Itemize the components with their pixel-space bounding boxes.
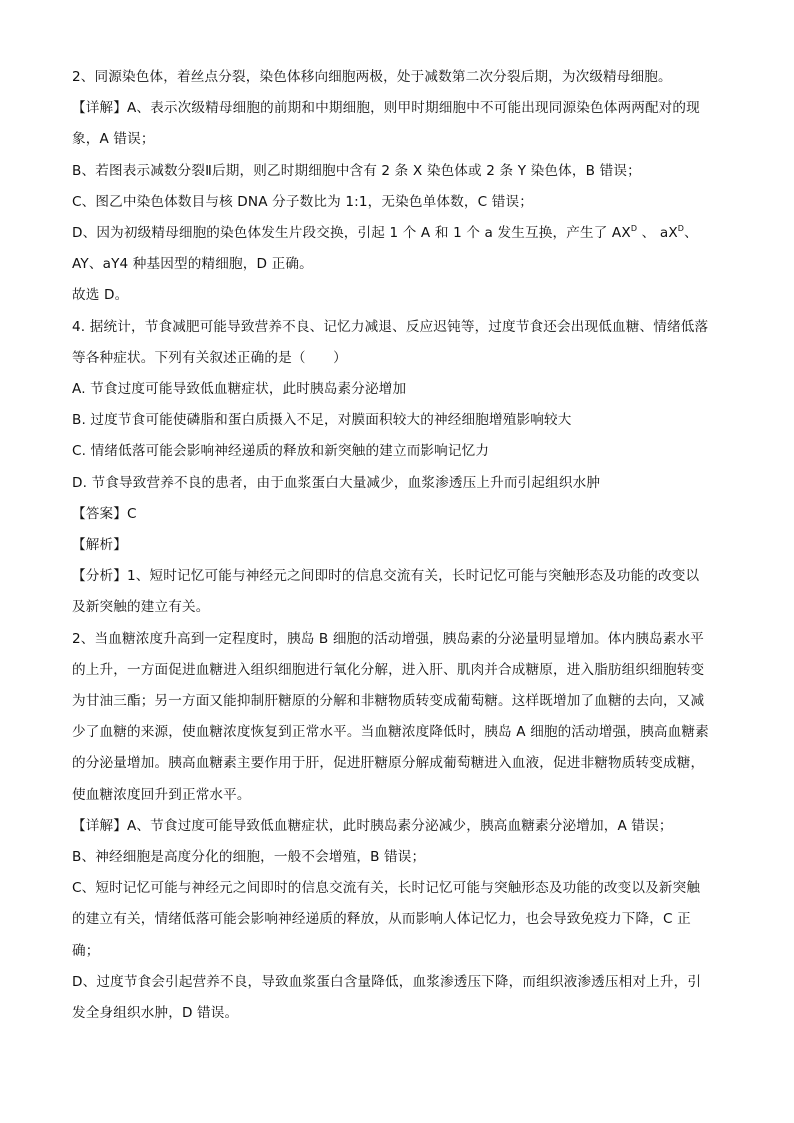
option-d: D. 节食导致营养不良的患者，由于血浆蛋白大量减少，血浆渗透压上升而引起组织水肿 xyxy=(72,474,601,491)
document-body xyxy=(72,62,722,1029)
question-stem: 等各种症状。下列有关叙述正确的是（ ） xyxy=(72,349,347,366)
text-line: B、若图表示减数分裂Ⅱ后期，则乙时期细胞中含有 2 条 X 染色体或 2 条 Y 染色体，B 错误； xyxy=(72,162,641,179)
text-line: 少了血糖的来源，使血糖浓度恢复到正常水平。当血糖浓度降低时，胰岛 A 细胞的活动增强，胰高血糖素 xyxy=(72,724,709,741)
text-segment: D、因为初级精母细胞的染色体发生片段交换，引起 1 个 A 和 1 个 a 发生互换，产生了 AX xyxy=(72,225,631,242)
text-line-genotypes xyxy=(72,218,722,249)
option-a: A. 节食过度可能导致低血糖症状，此时胰岛素分泌增加 xyxy=(72,381,407,398)
superscript: D xyxy=(677,224,685,234)
text-line: C、短时记忆可能与神经元之间即时的信息交流有关，长时记忆可能与突触形态及功能的改变以及新突触 xyxy=(72,880,701,897)
option-c: C. 情绪低落可能会影响神经递质的释放和新突触的建立而影响记忆力 xyxy=(72,443,490,460)
text-line: 故选 D。 xyxy=(72,287,129,304)
text-segment: 、 aX xyxy=(637,225,678,242)
text-line: 使血糖浓度回升到正常水平。 xyxy=(72,786,251,803)
text-line: 【详解】A、表示次级精母细胞的前期和中期细胞，则甲时期细胞中不可能出现同源染色体两两配对的现 xyxy=(72,100,700,117)
text-line: 的上升，一方面促进血糖进入组织细胞进行氧化分解，进入肝、肌肉并合成糖原，进入脂肪组织细胞转变 xyxy=(72,661,705,678)
text-line: 发全身组织水肿，D 错误。 xyxy=(72,1005,239,1022)
text-line: 的分泌量增加。胰高血糖素主要作用于肝，促进肝糖原分解成葡萄糖进入血液，促进非糖物质转变成糖， xyxy=(72,755,705,772)
analysis-heading: 【解析】 xyxy=(72,537,127,554)
text-line: 【分析】1、短时记忆可能与神经元之间即时的信息交流有关，长时记忆可能与突触形态及功能的改变以 xyxy=(72,568,700,585)
text-line: 及新突触的建立有关。 xyxy=(72,599,210,616)
text-line: B、神经细胞是高度分化的细胞，一般不会增殖，B 错误； xyxy=(72,849,426,866)
text-line: AY、aY4 种基因型的精细胞，D 正确。 xyxy=(72,256,313,273)
superscript: D xyxy=(630,224,638,234)
text-segment: 、 xyxy=(684,225,698,242)
text-line: C、图乙中染色体数目与核 DNA 分子数比为 1:1，无染色单体数，C 错误； xyxy=(72,193,533,210)
answer-label: 【答案】C xyxy=(72,505,137,522)
text-line: 【详解】A、节食过度可能导致低血糖症状，此时胰岛素分泌减少，胰高血糖素分泌增加，A 错误； xyxy=(72,817,673,834)
text-line: 确； xyxy=(72,942,100,959)
text-line: 象，A 错误； xyxy=(72,131,155,148)
text-line: 2、当血糖浓度升高到一定程度时，胰岛 B 细胞的活动增强，胰岛素的分泌量明显增加。体内胰岛素水平 xyxy=(72,630,704,647)
option-b: B. 过度节食可能使磷脂和蛋白质摄入不足，对膜面积较大的神经细胞增殖影响较大 xyxy=(72,412,572,429)
question-stem: 4. 据统计，节食减肥可能导致营养不良、记忆力减退、反应迟钝等，过度节食还会出现低血糖、情绪低落 xyxy=(72,318,709,335)
text-line: 的建立有关，情绪低落可能会影响神经递质的释放，从而影响人体记忆力，也会导致免疫力下降，C 正 xyxy=(72,911,691,928)
text-line: 2、同源染色体，着丝点分裂，染色体移向细胞两极，处于减数第二次分裂后期，为次级精母细胞。 xyxy=(72,69,672,85)
text-line: 为甘油三酯；另一方面又能抑制肝糖原的分解和非糖物质转变成葡萄糖。这样既增加了血糖的去向，又减 xyxy=(72,693,705,710)
text-line: D、过度节食会引起营养不良，导致血浆蛋白含量降低，血浆渗透压下降，而组织液渗透压相对上升，引 xyxy=(72,973,702,990)
